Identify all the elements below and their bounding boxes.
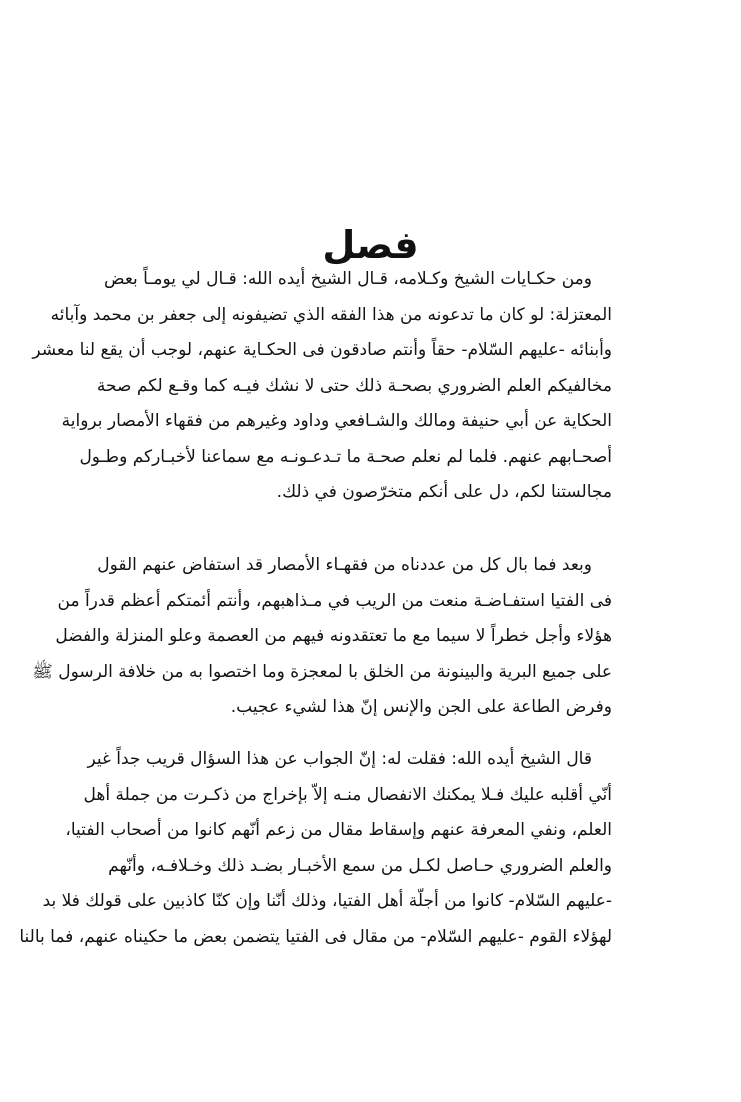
text-line: على جميع البرية والبينونة من الخلق با لمعجزة وما اختصوا به من خلافة الرسول ﷺ [32, 661, 612, 682]
text-line: أصحـابهم عنهم. فلما لم نعلم صحـة ما تـدعـونـه مع سماعنا لأخبـاركم وطـول [79, 446, 612, 467]
text-line: والعلم الضروري حـاصل لكـل من سمع الأخبـار بضـد ذلك وخـلافـه، وأنّهم [108, 855, 612, 876]
text-line: -عليهم السّلام- كانوا من أجلّة أهل الفتيا، وذلك أنّنا وإن كنّا كاذبين على قولك فلا بد [42, 891, 612, 911]
text-line: ومن حكـايات الشيخ وكـلامه، قـال الشيخ أيده الله: قـال لي يومـاً بعض [104, 269, 592, 289]
paragraph-2 [32, 548, 612, 726]
text-line: المعتزلة: لو كان ما تدعونه من هذا الفقه الذي تضيفونه إلى جعفر بن محمد وآبائه [50, 304, 612, 325]
paragraph-3 [19, 742, 612, 955]
text-line: العلم، ونفي المعرفة عنهم وإسقاط مقال من زعم أنّهم كانوا من أصحاب الفتيا، [65, 820, 612, 840]
text-line: وفرض الطاعة على الجن والإنس إنّ هذا لشيء عجيب. [230, 697, 612, 717]
text-line: وبعد فما بال كل من عددناه من فقهـاء الأمصار قد استفاض عنهم القول [97, 555, 592, 575]
text-line: مخالفيكم العلم الضروري بصحـة ذلك حتى لا نشك فيـه كما وقـع لكم صحة [96, 375, 612, 396]
text-line: هؤلاء وأجل خطراً لا سيما مع ما تعتقدونه فيهم من العصمة وعلو المنزلة والفضل [55, 626, 612, 646]
text-line: مجالستنا لكم، دل على أنكم متخرّصون في ذلك. [276, 482, 612, 502]
page-title: فصل [322, 223, 419, 268]
text-line: الحكاية عن أبي حنيفة ومالك والشـافعي وداود وغيرهم من فقهاء الأمصار برواية [61, 411, 612, 431]
text-line: وأبنائه -عليهم السّلام- حقاً وأنتم صادقون فى الحكـاية عنهم، لوجب أن يقع لنا معشر [32, 340, 612, 360]
text-line: قال الشيخ أيده الله: فقلت له: إنّ الجواب عن هذا السؤال قريب جداً غير [87, 749, 592, 769]
text-line: أنّي أقلبه عليك فـلا يمكنك الانفصال منـه إلاّ بإخراج من ذكـرت من جملة أهل [83, 784, 612, 805]
text-line: لهؤلاء القوم -عليهم السّلام- من مقال فى الفتيا يتضمن بعض ما حكيناه عنهم، فما بالنا [19, 926, 612, 947]
paragraph-1 [32, 262, 612, 511]
text-line: فى الفتيا استفـاضـة منعت من الريب في مـذاهبهم، وأنتم أئمتكم أعظم قدراً من [57, 590, 612, 611]
